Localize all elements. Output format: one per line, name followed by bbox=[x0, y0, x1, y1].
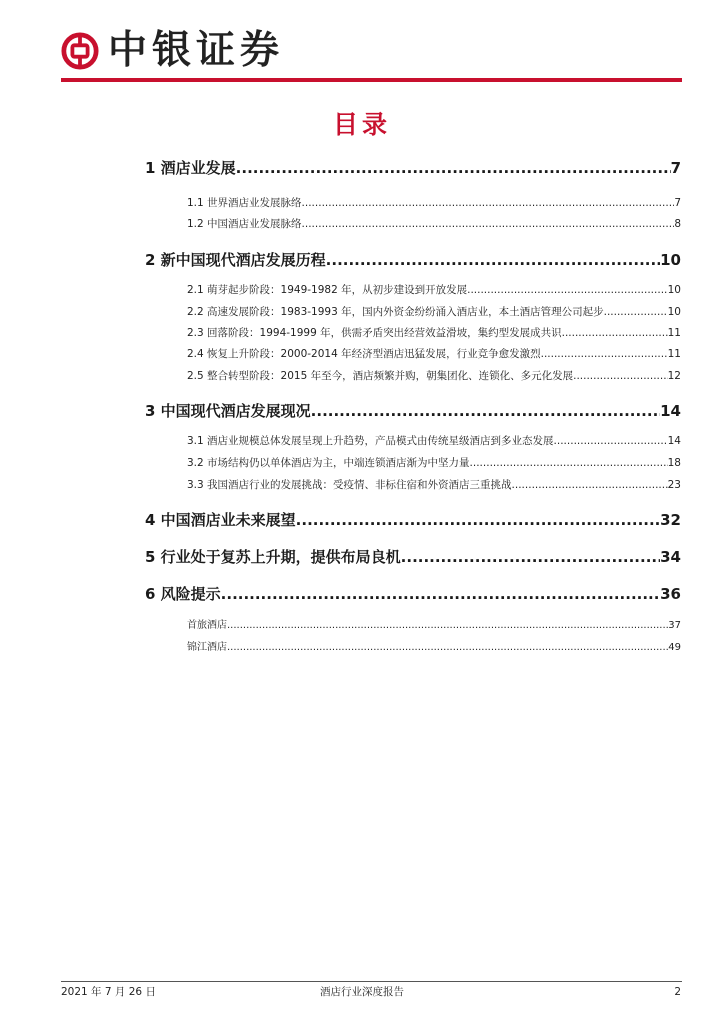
toc-chapter-entry[interactable] bbox=[145, 158, 681, 178]
toc-entry-title: 5 行业处于复苏上升期，提供布局良机 bbox=[145, 548, 401, 566]
toc-dot-leader bbox=[573, 369, 668, 383]
toc-dot-leader bbox=[470, 456, 668, 470]
toc-chapter-entry[interactable] bbox=[145, 547, 681, 567]
toc-chapter-entry[interactable] bbox=[145, 510, 681, 530]
toc-entry-page: 8 bbox=[674, 218, 681, 230]
toc-dot-leader bbox=[467, 283, 668, 297]
footer-report-title: 酒店行业深度报告 bbox=[320, 986, 404, 998]
toc-entry-title: 2.3 回落阶段：1994-1999 年，供需矛盾突出经营效益滑坡，集约型发展成共识 bbox=[187, 327, 562, 339]
toc-entry-title: 2.2 高速发展阶段：1983-1993 年，国内外资金纷纷涌入酒店业，本土酒店管理公司起步 bbox=[187, 306, 604, 318]
footer-rule bbox=[61, 981, 682, 982]
toc-entry-title: 2 新中国现代酒店发展历程 bbox=[145, 251, 326, 269]
toc-dot-leader bbox=[326, 250, 660, 270]
toc-entry-page: 10 bbox=[667, 306, 681, 318]
toc-dot-leader bbox=[227, 641, 668, 655]
toc-dot-leader bbox=[554, 434, 668, 448]
toc-entry-title: 1.1 世界酒店业发展脉络 bbox=[187, 197, 302, 209]
toc-entry-title: 1 酒店业发展 bbox=[145, 159, 236, 177]
toc-section-entry[interactable] bbox=[187, 217, 681, 231]
toc-section-entry[interactable] bbox=[187, 641, 681, 655]
toc-title: 目录 bbox=[332, 110, 391, 139]
toc-dot-leader bbox=[236, 158, 671, 178]
toc-entry-page: 7 bbox=[670, 159, 681, 177]
toc-dot-leader bbox=[311, 401, 660, 421]
toc-dot-leader bbox=[401, 547, 660, 567]
toc-section-entry[interactable] bbox=[187, 305, 681, 319]
toc-section-entry[interactable] bbox=[187, 347, 681, 361]
toc-entry-page: 10 bbox=[667, 284, 681, 296]
toc-dot-leader bbox=[512, 478, 668, 492]
toc-entry-page: 37 bbox=[668, 620, 681, 631]
toc-entry-page: 49 bbox=[668, 642, 681, 653]
toc-entry-title: 锦江酒店 bbox=[187, 642, 227, 653]
toc-entry-page: 7 bbox=[674, 197, 681, 209]
toc-entry-title: 3 中国现代酒店发展现况 bbox=[145, 402, 311, 420]
toc-entry-page: 11 bbox=[667, 327, 681, 339]
toc-chapter-entry[interactable] bbox=[145, 401, 681, 421]
toc-dot-leader bbox=[302, 217, 675, 231]
toc-entry-title: 3.2 市场结构仍以单体酒店为主，中端连锁酒店渐为中坚力量 bbox=[187, 457, 470, 469]
toc-entry-title: 3.1 酒店业规模总体发展呈现上升趋势，产品模式由传统星级酒店到多业态发展 bbox=[187, 435, 554, 447]
toc-entry-title: 3.3 我国酒店行业的发展挑战：受疫情、非标住宿和外资酒店三重挑战 bbox=[187, 479, 512, 491]
toc-section-entry[interactable] bbox=[187, 196, 681, 210]
footer-date: 2021 年 7 月 26 日 bbox=[61, 986, 156, 998]
toc-entry-page: 14 bbox=[660, 402, 681, 420]
toc-section-entry[interactable] bbox=[187, 326, 681, 340]
toc-section-entry[interactable] bbox=[187, 434, 681, 448]
footer-page-number: 2 bbox=[674, 986, 681, 998]
bank-of-china-logo-icon bbox=[61, 32, 99, 70]
page-header bbox=[0, 0, 724, 90]
toc-dot-leader bbox=[296, 510, 660, 530]
toc-entry-page: 11 bbox=[667, 348, 681, 360]
toc-section-entry[interactable] bbox=[187, 619, 681, 633]
toc-entry-page: 32 bbox=[660, 511, 681, 529]
toc-chapter-entry[interactable] bbox=[145, 250, 681, 270]
header-rule bbox=[61, 78, 682, 82]
toc-entry-page: 34 bbox=[660, 548, 681, 566]
toc-entry-title: 4 中国酒店业未来展望 bbox=[145, 511, 296, 529]
brand-name: 中银证券 bbox=[108, 27, 285, 73]
toc-section-entry[interactable] bbox=[187, 456, 681, 470]
toc-section-entry[interactable] bbox=[187, 478, 681, 492]
toc-entry-page: 23 bbox=[667, 479, 681, 491]
toc-entry-page: 18 bbox=[667, 457, 681, 469]
toc-chapter-entry[interactable] bbox=[145, 584, 681, 604]
toc-dot-leader bbox=[604, 305, 668, 319]
toc-entry-title: 2.5 整合转型阶段：2015 年至今，酒店频繁并购，朝集团化、连锁化、多元化发展 bbox=[187, 370, 574, 382]
toc-entry-title: 1.2 中国酒店业发展脉络 bbox=[187, 218, 302, 230]
toc-entry-page: 12 bbox=[667, 370, 681, 382]
toc-section-entry[interactable] bbox=[187, 369, 681, 383]
toc-dot-leader bbox=[541, 347, 668, 361]
toc-entry-title: 2.4 恢复上升阶段：2000-2014 年经济型酒店迅猛发展，行业竞争愈发激烈 bbox=[187, 348, 541, 360]
toc-dot-leader bbox=[562, 326, 668, 340]
toc-entry-title: 首旅酒店 bbox=[187, 620, 227, 631]
toc-entry-title: 6 风险提示 bbox=[145, 585, 221, 603]
toc-dot-leader bbox=[221, 584, 660, 604]
toc-entry-page: 14 bbox=[667, 435, 681, 447]
toc-section-entry[interactable] bbox=[187, 283, 681, 297]
toc-dot-leader bbox=[302, 196, 675, 210]
toc-entry-title: 2.1 萌芽起步阶段：1949-1982 年，从初步建设到开放发展 bbox=[187, 284, 468, 296]
toc-entry-page: 36 bbox=[660, 585, 681, 603]
toc-dot-leader bbox=[227, 619, 668, 633]
toc-entry-page: 10 bbox=[660, 251, 681, 269]
